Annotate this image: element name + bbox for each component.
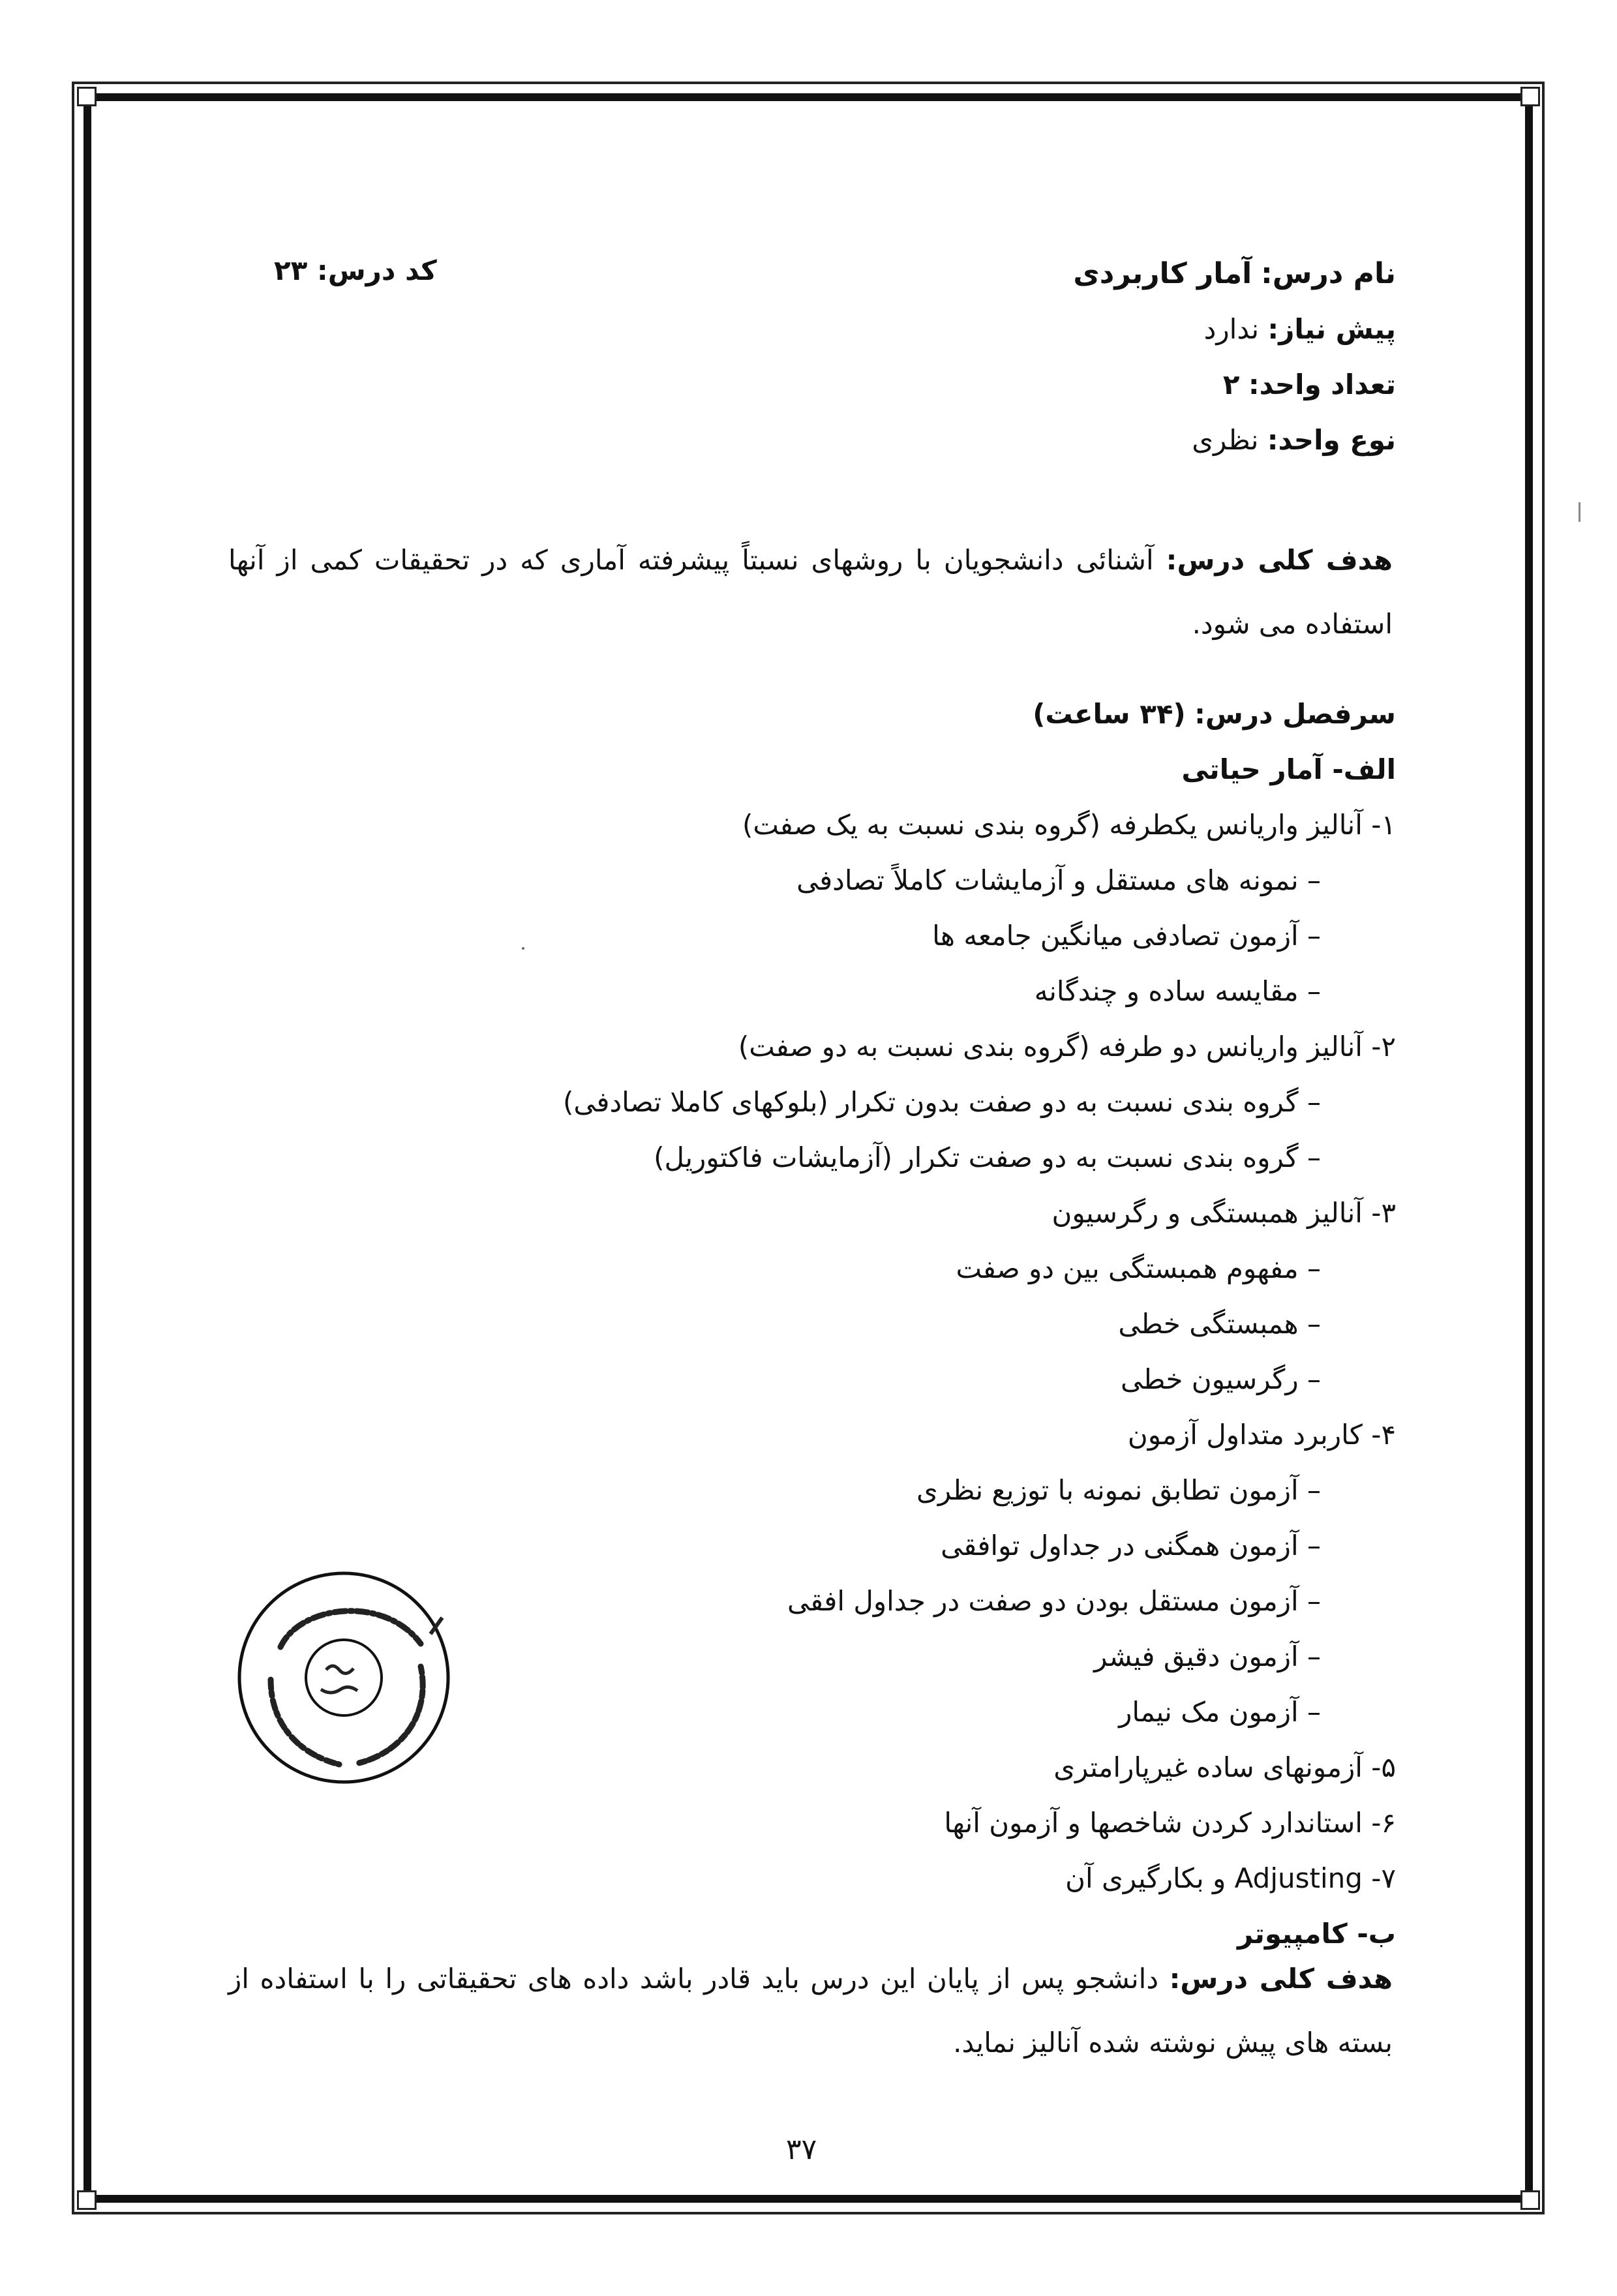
- syllabus-heading: [1033, 695, 1396, 734]
- border-corner: [1520, 87, 1540, 106]
- course-name-label: نام درس:: [1261, 257, 1396, 290]
- syllabus-subitem: – گروه بندی نسبت به دو صفت تکرار (آزمایشات فاکتوریل): [654, 1141, 1321, 1173]
- syllabus-subitem: – رگرسیون خطی: [1121, 1363, 1321, 1395]
- units-value: ۲: [1222, 369, 1240, 400]
- course-name: آمار کاربردی: [1073, 257, 1252, 290]
- syllabus-item: ۷- Adjusting و بکارگیری آن: [1065, 1862, 1396, 1894]
- section-a-title: الف- آمار حیاتی: [1181, 753, 1396, 785]
- syllabus-subitem: – آزمون مک نیمار: [1119, 1696, 1321, 1728]
- goal-b-text: دانشجو پس از پایان این درس باید قادر باشد داده های تحقیقاتی را با استفاده از بسته های پیش نوشته شده آنالیز نماید.: [228, 1963, 1393, 2059]
- goal-text: آشنائی دانشجویان با روشهای نسبتاً پیشرفته آماری که در تحقیقات کمی از آنها استفاده می شود.: [228, 544, 1393, 640]
- goal-b-label: هدف کلی درس:: [1169, 1963, 1393, 1995]
- border-corner: [77, 87, 97, 106]
- prerequisite-label: پیش نیاز:: [1267, 313, 1396, 345]
- section-a-heading: [1181, 750, 1396, 789]
- prerequisite-value: ندارد: [1203, 313, 1260, 345]
- unit-type-label: نوع واحد:: [1267, 424, 1396, 456]
- syllabus-label: سرفصل درس:: [1194, 698, 1396, 730]
- units-line: [1223, 365, 1396, 404]
- syllabus-item: ۶- استاندارد کردن شاخصها و آزمون آنها: [944, 1807, 1396, 1839]
- syllabus-subitem: – گروه بندی نسبت به دو صفت بدون تکرار (بلوکهای کاملا تصادفی): [562, 1086, 1321, 1118]
- page-number: ۳۷: [786, 2133, 817, 2166]
- prerequisite-line: [1204, 310, 1396, 349]
- syllabus-item: ۲- آنالیز واریانس دو طرفه (گروه بندی نسبت به دو صفت): [738, 1031, 1396, 1063]
- syllabus-subitem: – آزمون تطابق نمونه با توزیع نظری: [916, 1474, 1321, 1506]
- unit-type-value: نظری: [1192, 424, 1259, 456]
- border-corner: [1520, 2190, 1540, 2210]
- syllabus-subitem: – همبستگی خطی: [1118, 1308, 1321, 1340]
- syllabus-subitem: – مقایسه ساده و چندگانه: [1034, 975, 1321, 1007]
- syllabus-subitem: – نمونه های مستقل و آزمایشات کاملاً تصادفی: [796, 864, 1321, 896]
- border-corner: [77, 2190, 97, 2210]
- syllabus-item: ۵- آزمونهای ساده غیرپارامتری: [1053, 1751, 1396, 1783]
- official-seal-stamp: [235, 1569, 453, 1787]
- syllabus-item: ۳- آنالیز همبستگی و رگرسیون: [1051, 1197, 1396, 1229]
- course-goal: [228, 528, 1393, 656]
- syllabus-subitem: – مفهوم همبستگی بین دو صفت: [956, 1252, 1321, 1284]
- syllabus-item: ۴- کاربرد متداول آزمون: [1127, 1419, 1396, 1451]
- section-b-title: ب- کامپیوتر: [1237, 1918, 1396, 1950]
- units-label: تعداد واحد:: [1248, 369, 1396, 400]
- syllabus-subitem: – آزمون دقیق فیشر: [1094, 1640, 1321, 1672]
- goal-label: هدف کلی درس:: [1166, 544, 1393, 576]
- syllabus-subitem: – آزمون تصادفی میانگین جامعه ها: [932, 920, 1321, 952]
- course-goal-b: [228, 1947, 1393, 2075]
- scan-mark: [1579, 502, 1580, 522]
- unit-type-line: [1192, 421, 1396, 460]
- syllabus-hours: (۳۴ ساعت): [1033, 698, 1186, 730]
- syllabus-item: ۱- آنالیز واریانس یکطرفه (گروه بندی نسبت به یک صفت): [742, 809, 1396, 841]
- course-code: کد درس: ۲۳: [274, 254, 437, 286]
- course-name-line: [1073, 254, 1396, 294]
- syllabus-subitem: – آزمون مستقل بودن دو صفت در جداول افقی: [787, 1585, 1321, 1617]
- scan-speck: [522, 947, 524, 950]
- syllabus-subitem: – آزمون همگنی در جداول توافقی: [941, 1530, 1321, 1562]
